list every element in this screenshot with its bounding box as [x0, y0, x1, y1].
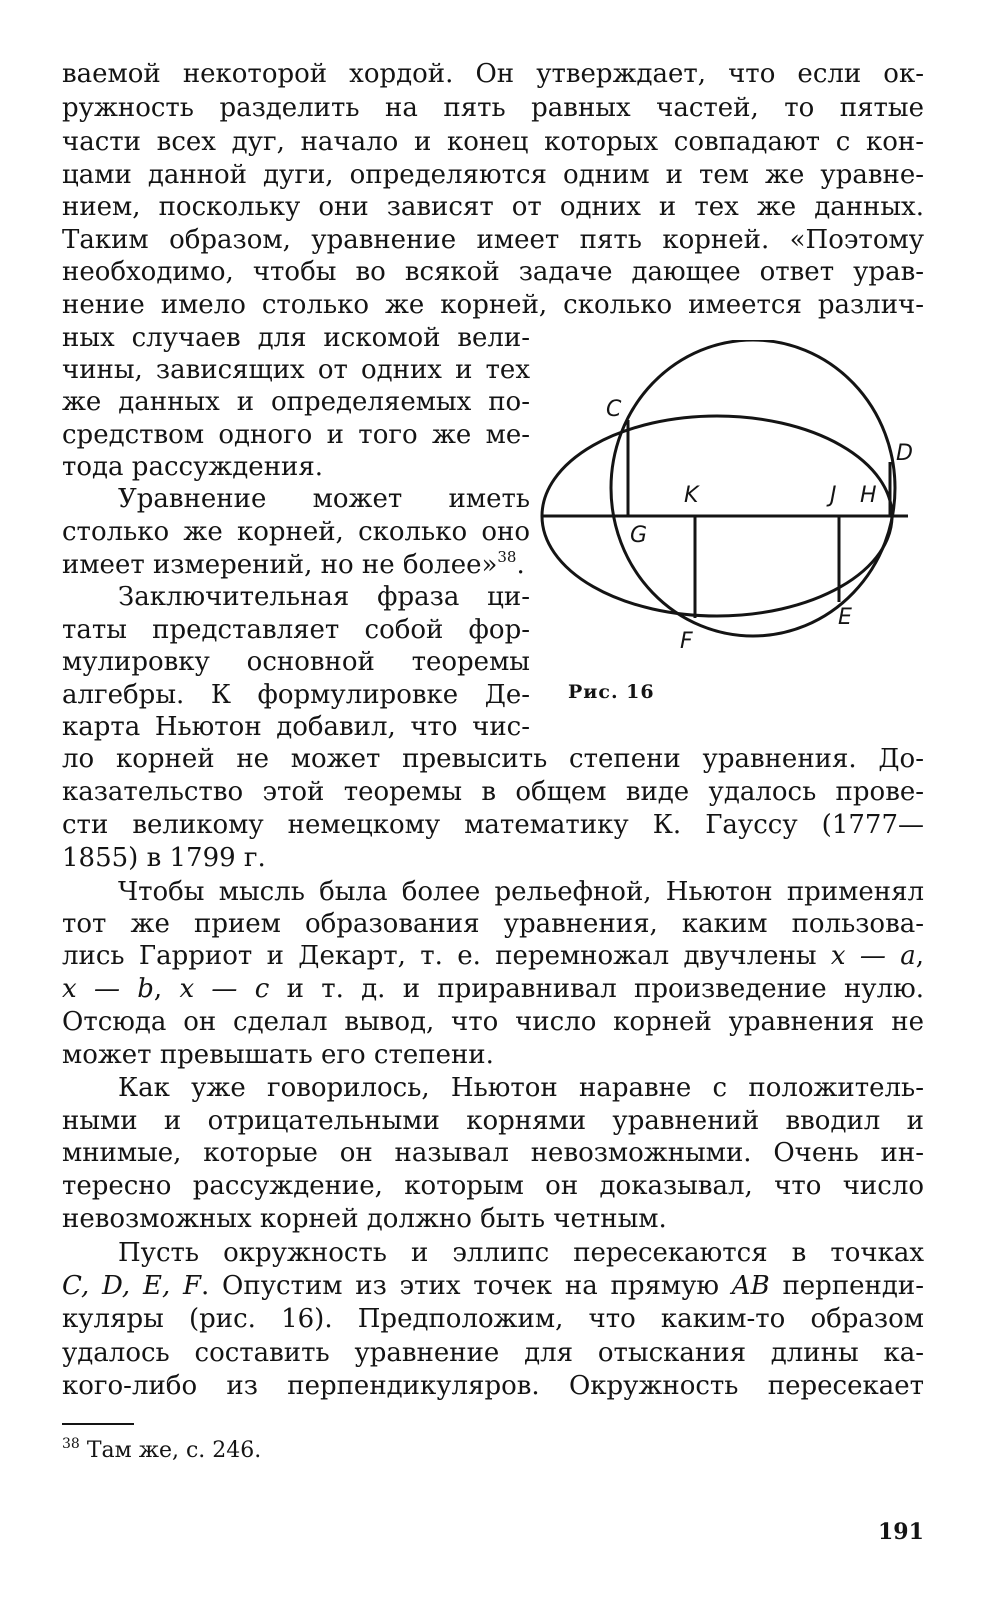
- circle-shape: [611, 340, 895, 636]
- text-line: кого-либо из перпендикуляров. Окружность пересекает: [62, 1371, 924, 1401]
- label-e: E: [838, 605, 852, 630]
- figure-caption: Рис. 16: [568, 681, 655, 703]
- text-line: ными и отрицательными корнями уравнений вводил и: [62, 1106, 924, 1136]
- text-line: таты представляет собой фор-: [62, 615, 530, 645]
- text-line: мулировку основной теоремы: [62, 647, 530, 677]
- footnote-text: Там же, с. 246.: [86, 1438, 262, 1463]
- text-line: нием, поскольку они зависят от одних и тех же данных.: [62, 192, 924, 222]
- math-binomial: x — c: [179, 974, 270, 1004]
- text-line: ружность разделить на пять равных частей, то пятые: [62, 93, 924, 123]
- text-line: средством одного и того же ме-: [62, 420, 530, 450]
- text-span: ,: [915, 941, 924, 971]
- text-line: нение имело столько же корней, сколько имеется различ-: [62, 290, 924, 320]
- text-line: Таким образом, уравнение имеет пять корней. «Поэтому: [62, 225, 924, 255]
- math-segment: AB: [731, 1271, 770, 1301]
- text-line: куляры (рис. 16). Предположим, что каким-то образом: [62, 1304, 924, 1334]
- math-binomial: x — a: [830, 941, 916, 971]
- label-d: D: [896, 441, 913, 466]
- text-line: [62, 973, 924, 1006]
- text-line: казательство этой теоремы в общем виде удалось прове-: [62, 777, 924, 807]
- text-span: .: [516, 550, 525, 580]
- text-line: [62, 549, 530, 582]
- text-line: может превышать его степени.: [62, 1040, 494, 1070]
- text-line: Заключительная фраза ци-: [118, 582, 530, 612]
- footnote: [62, 1437, 261, 1465]
- text-line: тересно рассуждение, которым он доказывал, что число: [62, 1171, 924, 1201]
- text-line: Как уже говорилось, Ньютон наравне с положитель-: [118, 1073, 924, 1103]
- text-line: Отсюда он сделал вывод, что число корней уравнения не: [62, 1007, 924, 1037]
- text-line: ных случаев для искомой вели-: [62, 323, 530, 353]
- text-span: лись Гарриот и Декарт, т. е. перемножал двучлены: [62, 941, 831, 971]
- text-line: [62, 940, 924, 973]
- text-line: Пусть окружность и эллипс пересекаются в точках: [118, 1238, 924, 1268]
- page-number: 191: [878, 1519, 924, 1545]
- text-line: невозможных корней должно быть четным.: [62, 1204, 667, 1234]
- text-line: тода рассуждения.: [62, 452, 324, 482]
- figure-16: [530, 340, 920, 670]
- text-line: части всех дуг, начало и конец которых совпадают с кон-: [62, 127, 924, 157]
- label-j: J: [830, 483, 837, 508]
- text-line: удалось составить уравнение для отыскания длины ка-: [62, 1338, 924, 1368]
- text-line: [62, 1270, 924, 1303]
- footnote-number: 38: [62, 1436, 80, 1452]
- footnote-ref[interactable]: 38: [497, 548, 517, 566]
- text-line: чины, зависящих от одних и тех: [62, 355, 530, 385]
- text-line: мнимые, которые он называл невозможными. Очень ин-: [62, 1138, 924, 1168]
- text-line: необходимо, чтобы во всякой задаче дающее ответ урав-: [62, 257, 924, 287]
- text-line: Чтобы мысль была более рельефной, Ньютон применял: [118, 877, 924, 907]
- label-f: F: [680, 629, 693, 654]
- text-line: алгебры. К формулировке Де-: [62, 680, 530, 710]
- text-span: имеет измерений, но не более»: [62, 550, 498, 580]
- text-span: перпенди-: [769, 1271, 924, 1301]
- text-span: ,: [153, 974, 163, 1004]
- text-line: тот же прием образования уравнения, каким пользова-: [62, 909, 924, 939]
- footnote-divider: [62, 1423, 134, 1425]
- label-h: H: [860, 483, 877, 508]
- text-span: . Опустим из этих точек на прямую: [201, 1271, 732, 1301]
- text-line: ваемой некоторой хордой. Он утверждает, что если ок-: [62, 59, 924, 89]
- text-line: сти великому немецкому математику К. Гауссу (1777—: [62, 810, 924, 840]
- text-line: же данных и определяемых по-: [62, 387, 530, 417]
- label-k: K: [684, 483, 699, 508]
- label-c: C: [606, 397, 622, 422]
- text-line: цами данной дуги, определяются одним и тем же уравне-: [62, 160, 924, 190]
- text-span: и т. д. и приравнивал произведение нулю.: [286, 974, 924, 1004]
- text-line: ло корней не может превысить степени уравнения. До-: [62, 744, 924, 774]
- math-binomial: x — b: [62, 974, 154, 1004]
- text-line: 1855) в 1799 г.: [62, 843, 266, 873]
- math-points: C, D, E, F: [62, 1271, 202, 1301]
- label-g: G: [630, 523, 648, 548]
- text-line: Уравнение может иметь: [118, 484, 530, 514]
- text-line: карта Ньютон добавил, что чис-: [62, 712, 530, 742]
- text-line: столько же корней, сколько оно: [62, 517, 530, 547]
